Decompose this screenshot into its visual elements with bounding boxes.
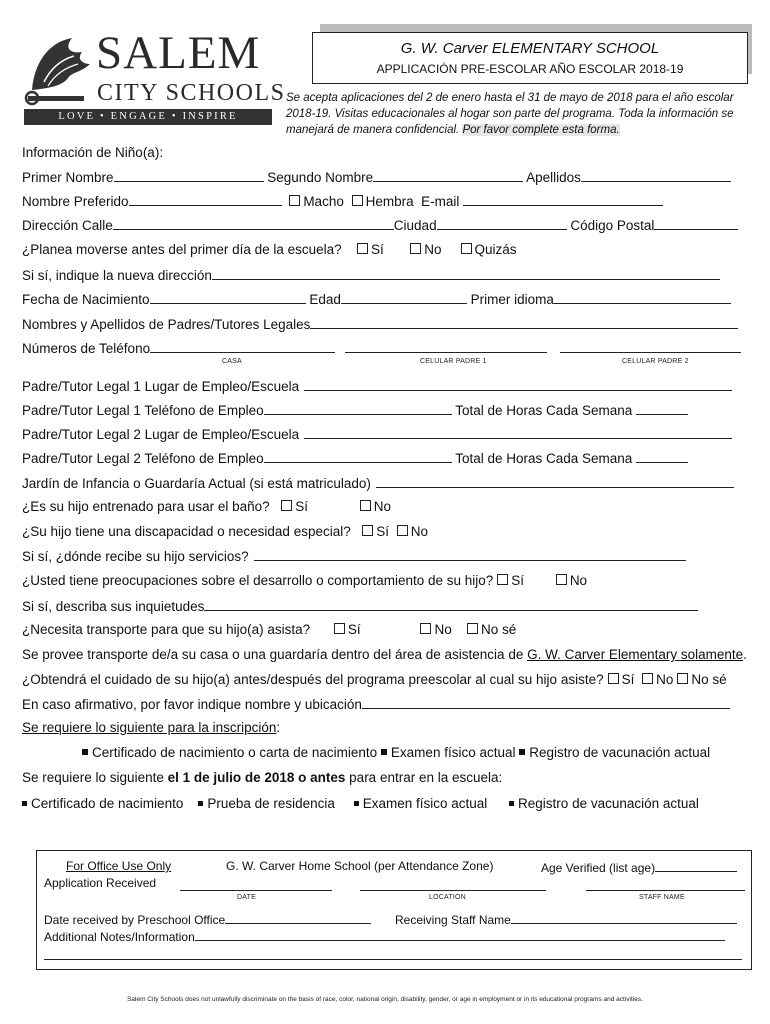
label-no: No (410, 524, 429, 539)
transport-note-school: G. W. Carver Elementary solamente (527, 647, 744, 662)
title-box (312, 32, 748, 84)
office-receiving-staff (395, 911, 737, 927)
row-daycare (22, 475, 734, 492)
label-g1-hours: Total de Horas Cada Semana (455, 403, 633, 418)
age-field[interactable] (341, 291, 467, 304)
sub-location: LOCATION (429, 894, 466, 901)
zip-field[interactable] (654, 217, 738, 230)
phone-cell2-field[interactable] (560, 340, 741, 353)
label-first-name: Primer Nombre (22, 170, 114, 185)
label-no: No (569, 573, 588, 588)
last-names-field[interactable] (581, 169, 731, 182)
label-female: Hembra (365, 194, 414, 209)
potty-no-checkbox[interactable] (360, 500, 371, 511)
office-app-received: Application Received (44, 876, 157, 890)
row-care-detail (22, 696, 730, 713)
label-not-sure: No sé (480, 622, 517, 637)
label-care-detail: En caso afirmativo, por favor indique nombre y ubicación (22, 697, 362, 712)
bullet-square-icon (82, 749, 88, 755)
label-age: Edad (309, 292, 341, 307)
row-phones (22, 340, 741, 357)
label-yes: Sí (376, 524, 390, 539)
label-no: No (424, 242, 442, 257)
office-home-school: G. W. Carver Home School (per Attendance Zone) (226, 859, 494, 873)
row-services (22, 548, 686, 565)
label-notes: Additional Notes/Information (44, 930, 195, 944)
label-date-received: Date received by Preschool Office (44, 913, 226, 927)
eagle-key-emblem-icon (24, 34, 94, 106)
label-no: No (434, 622, 452, 637)
label-no: No (373, 499, 391, 514)
label-g2-work: Padre/Tutor Legal 2 Lugar de Empleo/Escuela (22, 427, 300, 442)
female-checkbox[interactable] (352, 195, 363, 206)
row-required-items (82, 745, 710, 761)
label-guardians: Nombres y Apellidos de Padres/Tutores Legales (22, 317, 311, 332)
g2-work-field[interactable] (304, 426, 732, 439)
logo-city-schools-text: CITY SCHOOLS (97, 80, 286, 106)
row-g2-work (22, 426, 732, 443)
label-g1-phone: Padre/Tutor Legal 1 Teléfono de Empleo (22, 403, 264, 418)
label-moving-question: ¿Planea moverse antes del primer día de la escuela? (22, 242, 342, 257)
section-title: Información de Niño(a): (22, 145, 164, 160)
row-address (22, 217, 738, 234)
label-age-verified: Age Verified (list age) (541, 861, 656, 875)
first-name-field[interactable] (114, 169, 264, 182)
doc-physical: Examen físico actual (362, 796, 488, 811)
app-location-field[interactable] (360, 878, 546, 891)
disability-yes-checkbox[interactable] (362, 525, 373, 536)
label-concerns-desc: Si sí, describa sus inquietudes (22, 599, 205, 614)
transport-notsure-checkbox[interactable] (467, 623, 478, 634)
doc-birth-cert: Certificado de nacimiento (31, 796, 184, 811)
row-required-title: Se requiere lo siguiente para la inscripción: (22, 720, 281, 735)
req-vaccination: Registro de vacunación actual (529, 745, 711, 760)
language-field[interactable] (554, 291, 731, 304)
required-title: Se requiere lo siguiente para la inscripción (22, 720, 277, 735)
label-yes: Sí (511, 573, 525, 588)
label-potty: ¿Es su hijo entrenado para usar el baño? (22, 499, 270, 514)
label-street: Dirección Calle (22, 218, 113, 233)
app-date-field[interactable] (180, 878, 332, 891)
age-verified-field[interactable] (655, 859, 737, 872)
care-detail-field[interactable] (362, 696, 730, 709)
intro-highlight: Por favor complete esta forma. (462, 124, 620, 136)
phone-cell1-field[interactable] (345, 340, 547, 353)
g1-hours-field[interactable] (636, 402, 688, 415)
daycare-field[interactable] (376, 475, 734, 488)
label-zip: Código Postal (570, 218, 655, 233)
receiving-staff-field[interactable] (511, 911, 737, 924)
bullet-square-icon (198, 801, 203, 806)
row-guardians (22, 316, 738, 333)
july-pre: Se requiere lo siguiente (22, 770, 168, 785)
label-yes: Sí (295, 499, 308, 514)
moving-yes-checkbox[interactable] (357, 243, 368, 254)
concerns-desc-field[interactable] (204, 598, 698, 611)
preferred-name-field[interactable] (129, 193, 282, 206)
district-logo (24, 34, 94, 106)
sub-cell2: CELULAR PADRE 2 (622, 358, 689, 365)
label-transport: ¿Necesita transporte para que su hijo(a) asista? (22, 622, 311, 637)
phone-home-field[interactable] (150, 340, 335, 353)
row-new-address (22, 267, 720, 284)
city-field[interactable] (437, 217, 567, 230)
label-city: Ciudad (393, 218, 437, 233)
row-dob (22, 291, 731, 308)
label-preferred-name: Nombre Preferido (22, 194, 129, 209)
sub-staff-name: STAFF NAME (639, 894, 685, 901)
label-care: ¿Obtendrá el cuidado de su hijo(a) antes/después del programa preescolar al cual su hijo asiste? (22, 672, 604, 687)
disability-no-checkbox[interactable] (397, 525, 408, 536)
nondiscrimination-footer: Salem City Schools does not unlawfully discriminate on the basis of race, color, national origin, disability, gender, or age in employment or in its educational programs and activities. (127, 996, 643, 1003)
label-daycare: Jardín de Infancia o Guardaría Actual (si está matriculado) (22, 476, 371, 491)
row-g1-phone (22, 402, 688, 419)
application-title: APPLICACIÓN PRE-ESCOLAR AÑO ESCOLAR 2018-19 (376, 62, 684, 76)
transport-yes-checkbox[interactable] (334, 623, 345, 634)
row-g2-phone (22, 450, 688, 467)
label-concerns: ¿Usted tiene preocupaciones sobre el desarrollo o comportamiento de su hijo? (22, 573, 494, 588)
label-last-names: Apellidos (526, 170, 581, 185)
doc-residence: Prueba de residencia (207, 796, 335, 811)
bullet-square-icon (22, 801, 27, 806)
row-transport-note: Se provee transporte de/a su casa o una guardaría dentro del área de asistencia de G. W. Carver Elementary solamente. (22, 647, 747, 662)
sub-cell1: CELULAR PADRE 1 (420, 358, 487, 365)
logo-tagline: LOVE • ENGAGE • INSPIRE (24, 109, 272, 125)
row-moving (22, 242, 517, 258)
transport-note-text: Se provee transporte de/a su casa o una guardaría dentro del área de asistencia de (22, 647, 528, 662)
label-g2-phone: Padre/Tutor Legal 2 Teléfono de Empleo (22, 451, 264, 466)
email-field[interactable] (463, 193, 663, 206)
label-new-address: Si sí, indique la nueva dirección (22, 268, 212, 283)
g1-phone-field[interactable] (264, 402, 452, 415)
label-email: E-mail (421, 194, 460, 209)
bullet-square-icon (381, 749, 387, 755)
row-preferred (22, 193, 663, 210)
g2-phone-field[interactable] (264, 450, 452, 463)
label-male: Macho (303, 194, 344, 209)
label-maybe: Quizás (474, 242, 517, 257)
row-care (22, 672, 727, 688)
new-address-field[interactable] (212, 267, 720, 280)
middle-name-field[interactable] (373, 169, 523, 182)
row-potty (22, 499, 391, 515)
label-no: No (656, 672, 674, 687)
row-concerns-desc (22, 598, 698, 615)
req-birth-cert: Certificado de nacimiento o carta de nacimiento (92, 745, 378, 760)
concerns-no-checkbox[interactable] (556, 574, 567, 585)
office-notes (44, 928, 725, 944)
notes-field-2[interactable] (44, 947, 742, 960)
sub-home: CASA (222, 358, 242, 365)
label-disability: ¿Su hijo tiene una discapacidad o necesidad especial? (22, 524, 351, 539)
sub-date: DATE (237, 894, 256, 901)
school-name: G. W. Carver ELEMENTARY SCHOOL (400, 40, 660, 57)
office-use-box (36, 850, 752, 970)
care-yes-checkbox[interactable] (608, 673, 619, 684)
male-checkbox[interactable] (289, 195, 300, 206)
row-transport (22, 622, 516, 638)
transport-no-checkbox[interactable] (420, 623, 431, 634)
doc-vaccination: Registro de vacunación actual (518, 796, 699, 811)
req-physical: Examen físico actual (390, 745, 516, 760)
care-no-checkbox[interactable] (642, 673, 653, 684)
label-g1-work: Padre/Tutor Legal 1 Lugar de Empleo/Escuela (22, 379, 300, 394)
label-receiving-staff: Receiving Staff Name (395, 913, 511, 927)
office-date-received (44, 911, 371, 927)
bullet-square-icon (509, 801, 514, 806)
row-disability (22, 524, 428, 540)
notes-field-1[interactable] (195, 928, 725, 941)
label-services: Si sí, ¿dónde recibe su hijo servicios? (22, 549, 249, 564)
row-july (22, 770, 502, 786)
date-received-field[interactable] (225, 911, 371, 924)
bullet-square-icon (354, 801, 359, 806)
july-date: el 1 de julio de 2018 o antes (167, 770, 346, 785)
row-concerns (22, 573, 587, 589)
moving-no-checkbox[interactable] (410, 243, 421, 254)
app-staff-field[interactable] (586, 878, 745, 891)
dob-field[interactable] (150, 291, 306, 304)
care-notsure-checkbox[interactable] (677, 673, 688, 684)
label-yes: Sí (370, 242, 384, 257)
logo-salem-text: SALEM (96, 27, 261, 79)
label-phones: Números de Teléfono (22, 341, 151, 356)
services-field[interactable] (254, 548, 686, 561)
potty-yes-checkbox[interactable] (281, 500, 292, 511)
label-g2-hours: Total de Horas Cada Semana (455, 451, 633, 466)
label-language: Primer idioma (470, 292, 554, 307)
bullet-square-icon (519, 749, 525, 755)
g1-work-field[interactable] (304, 378, 732, 391)
july-post: para entrar en la escuela: (345, 770, 503, 785)
label-not-sure: No sé (691, 672, 727, 687)
row-names (22, 169, 731, 186)
label-dob: Fecha de Nacimiento (22, 292, 150, 307)
moving-maybe-checkbox[interactable] (461, 243, 472, 254)
intro-text: Se acepta aplicaciones del 2 de enero hasta el 31 de mayo de 2018 para el año escolar 2018-19. Visitas educacionales al hogar son parte del programa. Toda la información se manejará de manera confidencial. (286, 92, 734, 136)
label-middle-name: Segundo Nombre (267, 170, 374, 185)
guardians-field[interactable] (310, 316, 738, 329)
label-yes: Sí (621, 672, 635, 687)
label-yes: Sí (347, 622, 361, 637)
intro-paragraph (286, 90, 746, 138)
g2-hours-field[interactable] (636, 450, 688, 463)
row-documents (22, 796, 699, 812)
concerns-yes-checkbox[interactable] (497, 574, 508, 585)
office-title: For Office Use Only (66, 859, 172, 873)
row-g1-work (22, 378, 732, 395)
office-age-verified (541, 859, 737, 875)
street-field[interactable] (113, 217, 394, 230)
